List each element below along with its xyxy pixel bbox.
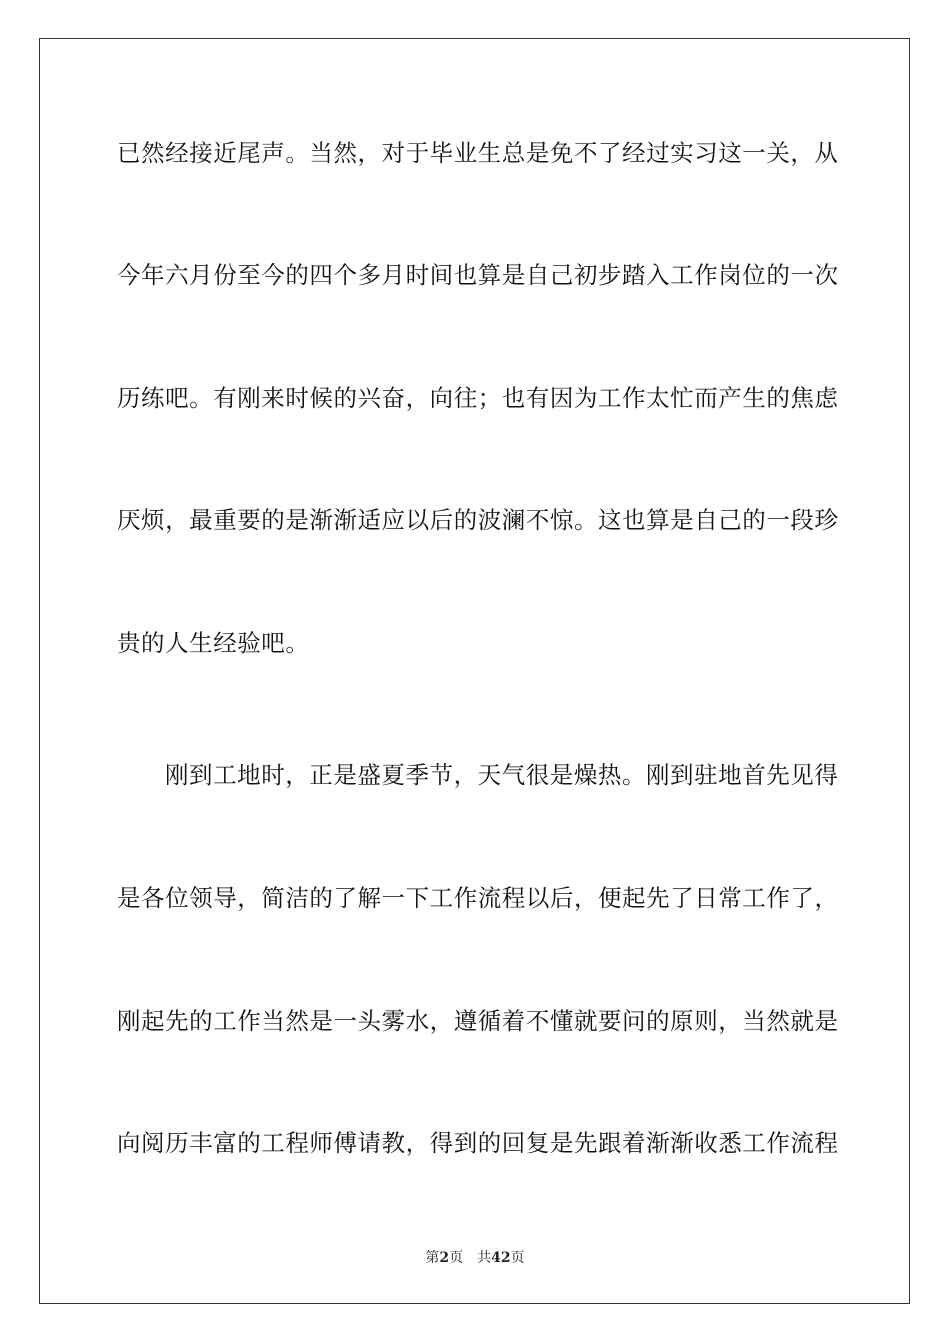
paragraph-line: 今年六月份至今的四个多月时间也算是自己初步踏入工作岗位的一次	[117, 261, 839, 289]
footer-total-suffix: 页	[510, 1250, 525, 1266]
footer-total-prefix: 共	[477, 1250, 492, 1266]
footer-page-prefix: 第	[425, 1250, 440, 1266]
paragraph-line: 是各位领导，简洁的了解一下工作流程以后，便起先了日常工作了，	[117, 884, 839, 912]
footer-page-number: 2	[439, 1250, 450, 1266]
paragraph-line: 向阅历丰富的工程师傅请教，得到的回复是先跟着渐渐收悉工作流程	[117, 1129, 839, 1157]
paragraph-line: 刚起先的工作当然是一头雾水，遵循着不懂就要问的原则，当然就是	[117, 1007, 839, 1035]
paragraph-line: 贵的人生经验吧。	[117, 629, 310, 657]
paragraph-line-indented: 刚到工地时，正是盛夏季节，天气很是燥热。刚到驻地首先见得	[165, 761, 839, 789]
footer-page-suffix: 页	[449, 1250, 464, 1266]
page-footer	[0, 1249, 950, 1267]
paragraph-line: 历练吧。有刚来时候的兴奋，向往；也有因为工作太忙而产生的焦虑	[117, 384, 839, 412]
footer-total-pages: 42	[491, 1250, 511, 1266]
paragraph-line: 已然经接近尾声。当然，对于毕业生总是免不了经过实习这一关，从	[117, 139, 839, 167]
paragraph-line: 厌烦，最重要的是渐渐适应以后的波澜不惊。这也算是自己的一段珍	[117, 506, 839, 534]
page-border	[39, 38, 910, 1304]
